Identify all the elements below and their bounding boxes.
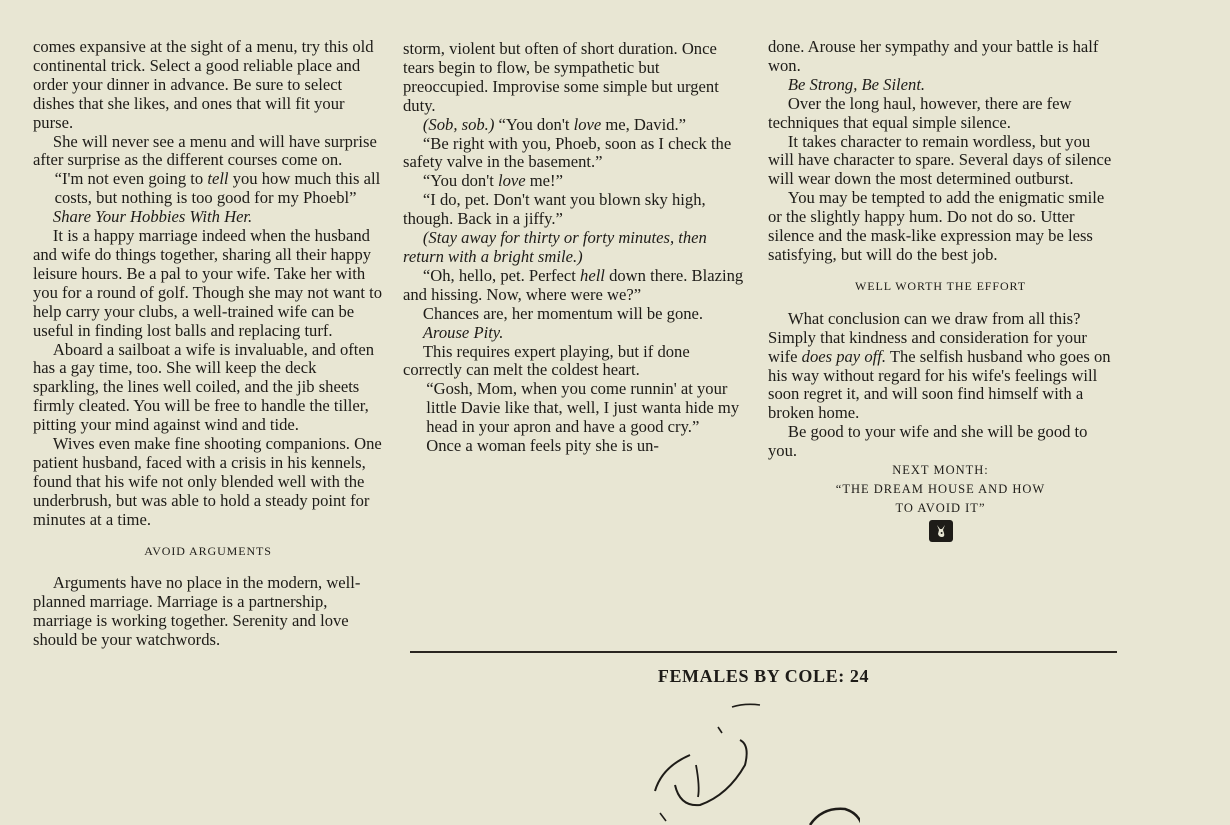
paragraph: Wives even make fine shooting companions. One patient husband, faced with a crisis in his kennels, found that his wife not only blended well with the underbrush, but was able to hold a steady point for minutes at a time. [33, 434, 382, 529]
subheading: Arouse Pity. [422, 322, 504, 342]
paragraph: “Be right with you, Phoeb, soon as I check the safety valve in the basement.” [403, 133, 732, 172]
paragraph: storm, violent but often of short duration. Once tears begin to flow, be sympathetic but preoccupied. Improvise some simple but urgent duty. [403, 39, 719, 115]
column-1 [33, 38, 383, 650]
quote-emphasis: tell [207, 169, 229, 189]
paragraph [403, 116, 748, 135]
text: What conclusion can we draw from all this? Simply that kindness and consideration for your wife [768, 308, 1087, 366]
dialogue: me!” [525, 171, 563, 191]
cartoon-drawing [600, 695, 860, 825]
paragraph: “I do, pet. Don't want you blown sky high, though. Back in a jiffy.” [403, 190, 706, 229]
stage-direction: (Sob, sob.) [422, 114, 495, 134]
stage-direction: (Stay away for thirty or forty minutes, then return with a bright smile.) [403, 228, 707, 266]
paragraph: Chances are, her momentum will be gone. [422, 303, 704, 323]
paragraph: Once a woman feels pity she is un- [426, 436, 659, 456]
section-heading: WELL WORTH THE EFFORT [855, 278, 1026, 293]
cartoon-caption: FEMALES BY COLE: 24 [657, 666, 870, 686]
next-month-label: NEXT MONTH: [892, 463, 989, 478]
section-heading: AVOID ARGUMENTS [144, 543, 272, 558]
dialogue: me, David.” [601, 114, 687, 134]
dialogue: “You don't [422, 171, 498, 191]
rabbit-logo-icon [929, 520, 953, 542]
subheading: Share Your Hobbies With Her. [52, 207, 253, 227]
column-3 [768, 38, 1113, 542]
paragraph: You may be tempted to add the enigmatic smile or the slightly happy hum. Do not do so. Utter silence and the mask-like expression may be less satisfying, but will do the best job. [768, 188, 1105, 264]
emphasis: hell [580, 265, 605, 285]
quote: “Gosh, Mom, when you come runnin' at your little Davie like that, well, I just wanta hide my head in your apron and have a good cry.” [426, 379, 740, 437]
quote-text: “I'm not even going to [54, 169, 208, 189]
emphasis: does pay off. [801, 346, 886, 366]
dialogue: down there. Blazing and hissing. Now, where were we?” [403, 265, 744, 304]
paragraph: Aboard a sailboat a wife is invaluable, and often has a gay time, too. She will keep the deck sparkling, the lines well coiled, and the jib sheets firmly cleated. You will be free to handle the tiller, pitting your mind against wind and tide. [33, 339, 375, 435]
paragraph: done. Arouse her sympathy and your battle is half won. [768, 37, 1099, 75]
emphasis: love [497, 171, 526, 191]
quote [33, 170, 383, 208]
paragraph: It is a happy marriage indeed when the husband and wife do things together, sharing all their happy leisure hours. Be a pal to your wife. Take her with you for a round of golf. Though she may not want to help carry your clubs, a well-trained wife can be useful in finding lost balls and replacing turf. [33, 226, 383, 340]
emphasis: love [573, 114, 602, 134]
quote-text: you how much this all costs, but nothing is too good for my Phoebl” [54, 169, 381, 208]
subheading: Be Strong, Be Silent. [787, 74, 926, 94]
divider-rule [410, 651, 1117, 653]
paragraph [403, 172, 748, 191]
paragraph [403, 267, 748, 305]
paragraph: Over the long haul, however, there are few techniques that equal simple silence. [768, 93, 1072, 132]
text: The selfish husband who goes on his way without regard for his wife's feelings will soon regret it, and will soon find himself with a broken home. [768, 346, 1111, 423]
next-month-title: TO AVOID IT” [895, 501, 986, 516]
paragraph: Arguments have no place in the modern, well-planned marriage. Marriage is a partnership, marriage is working together. Serenity and love should be your watchwords. [33, 573, 361, 650]
paragraph: She will never see a menu and will have surprise after surprise as the different courses come on. [33, 131, 377, 170]
paragraph: comes expansive at the sight of a menu, try this old continental trick. Select a good reliable place and order your dinner in advance. Be sure to select dishes that she likes, and ones that will fit your purse. [33, 37, 374, 132]
paragraph [768, 310, 1113, 423]
dialogue: “Oh, hello, pet. Perfect [422, 265, 581, 285]
paragraph: Be good to your wife and she will be good to you. [768, 422, 1088, 461]
column-2 [403, 40, 748, 456]
next-month-title: “THE DREAM HOUSE AND HOW [835, 482, 1046, 497]
paragraph: This requires expert playing, but if done correctly can melt the coldest heart. [403, 341, 690, 380]
paragraph: It takes character to remain wordless, but you will have character to spare. Several days of silence will wear down the most determined outburst. [768, 131, 1112, 189]
dialogue: “You don't [494, 114, 574, 134]
